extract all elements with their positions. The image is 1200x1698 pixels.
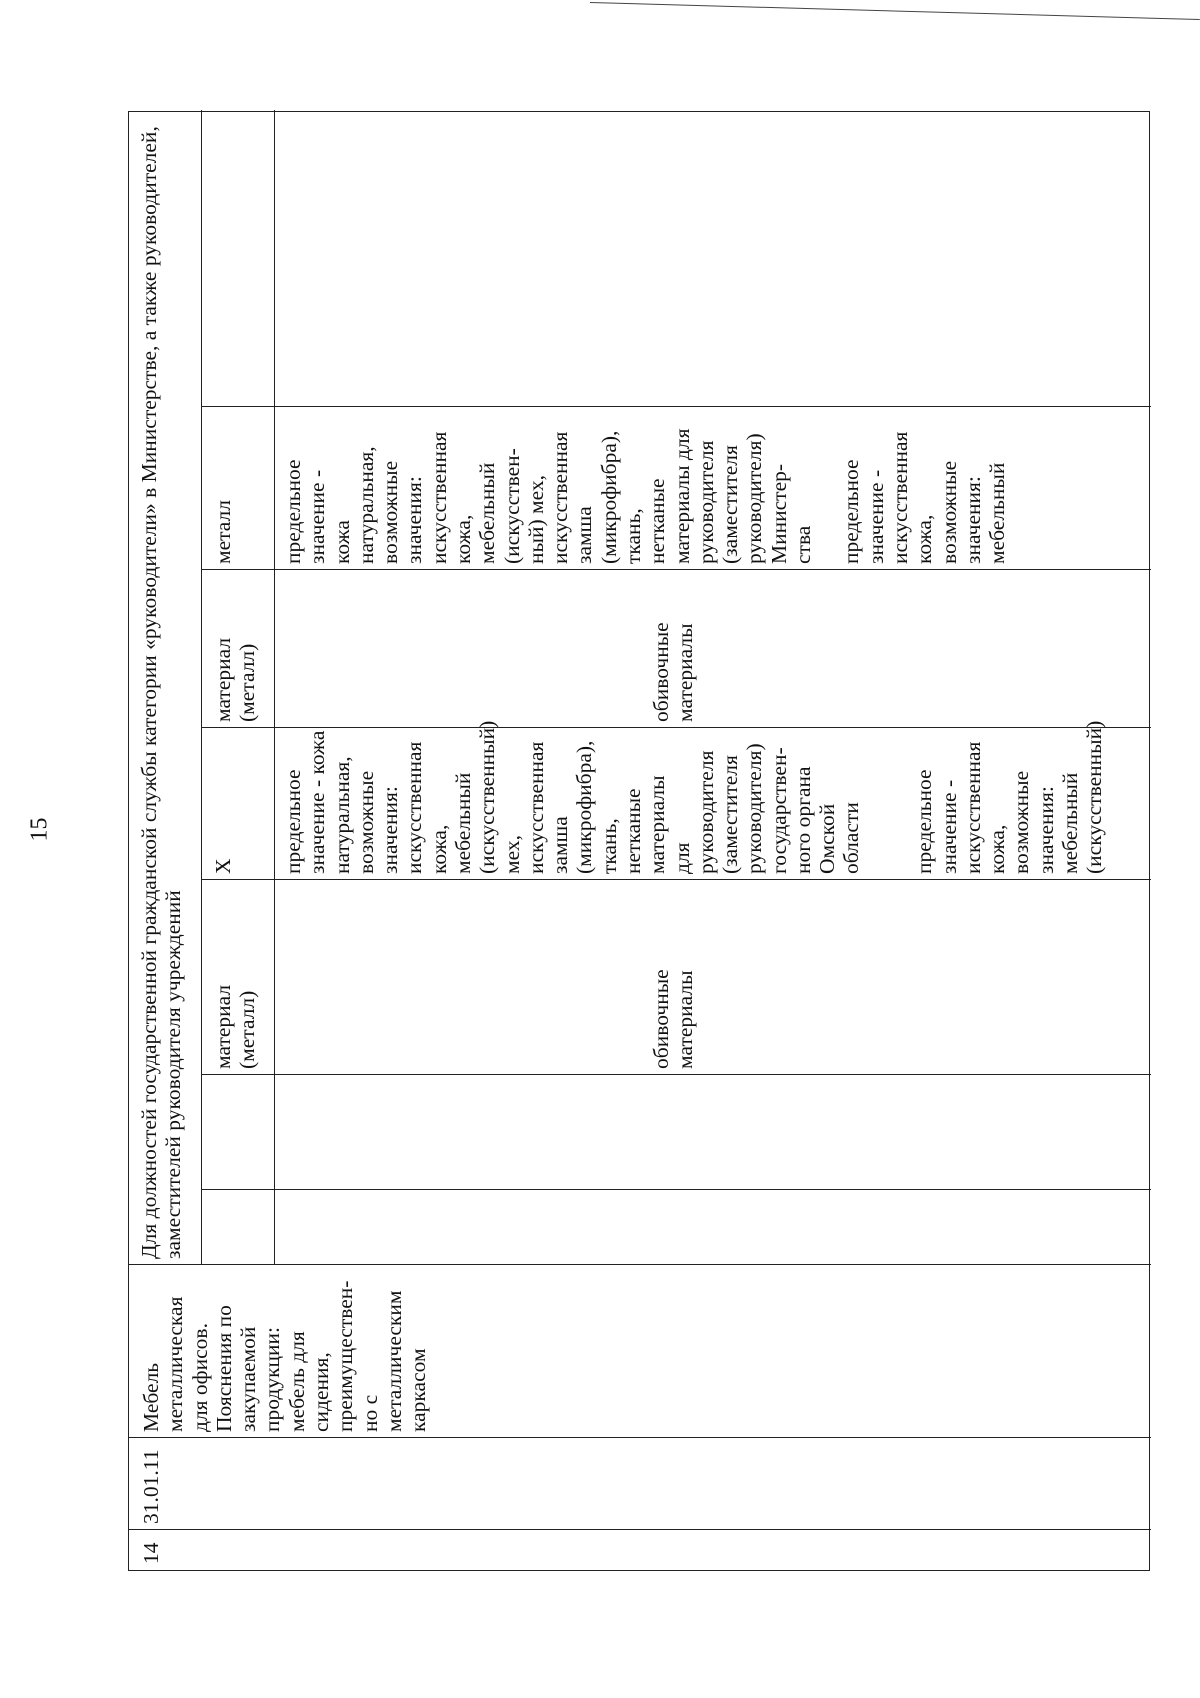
- characteristic-material: материал (металл): [211, 984, 260, 1069]
- ministry-limit-material: металл: [211, 500, 235, 564]
- product-name: Мебель металлическая для офисов. Пояснения по закупаемой продукции: мебель для сидения, преимуществен- но с металлическим каркасом: [139, 1280, 431, 1432]
- row-divider: [274, 110, 275, 1265]
- col-divider: [201, 569, 1151, 570]
- col-divider: [201, 1074, 1151, 1075]
- spec-table: [128, 111, 1150, 1571]
- header-divider: [201, 110, 202, 1265]
- row-number: 14: [139, 1542, 163, 1564]
- col-divider: [129, 1437, 1151, 1438]
- limit-upholstery: предельное значение - кожа натуральная, возможные значения: искусственная кожа, мебельный (искусственный) мех, искусственная замша (микрофибра), ткань, нетканые материалы для руководителя (заместителя руководителя) государствен- ного органа Омской области предельное значение - искусственная кожа, возможные значения: мебельный (искусственный): [281, 720, 1107, 874]
- col-divider: [129, 1264, 1151, 1265]
- limit-material: X: [211, 858, 235, 874]
- col-divider: [201, 727, 1151, 728]
- ministry-limit-upholstery: предельное значение - кожа натуральная, возможные значения: искусственная кожа, мебельный (искусствен- ный) мех, искусственная замша (микрофибра), ткань, нетканые материалы для руководителя (заместителя руководителя) Министер- ства предельное значение - искусственная кожа, возможные значения: мебельный: [281, 428, 1010, 564]
- col-divider: [201, 1189, 1151, 1190]
- ministry-characteristic-upholstery: обивочные материалы: [649, 622, 698, 722]
- characteristic-upholstery: обивочные материалы: [649, 969, 698, 1069]
- rotated-sheet: [128, 111, 1150, 1571]
- scan-edge-line: [589, 2, 1199, 38]
- okpd-code: 31.01.11: [139, 1449, 163, 1524]
- col-divider: [129, 1529, 1151, 1530]
- page-number: 15: [26, 817, 53, 842]
- ministry-characteristic-material: материал (металл): [211, 637, 260, 722]
- col-divider: [201, 879, 1151, 880]
- col-divider: [201, 406, 1151, 407]
- category-header: Для должностей государственной гражданской службы категории «руководители» в Министерстве, а также руководителей, заместителей руководителя учреждений: [137, 126, 186, 1259]
